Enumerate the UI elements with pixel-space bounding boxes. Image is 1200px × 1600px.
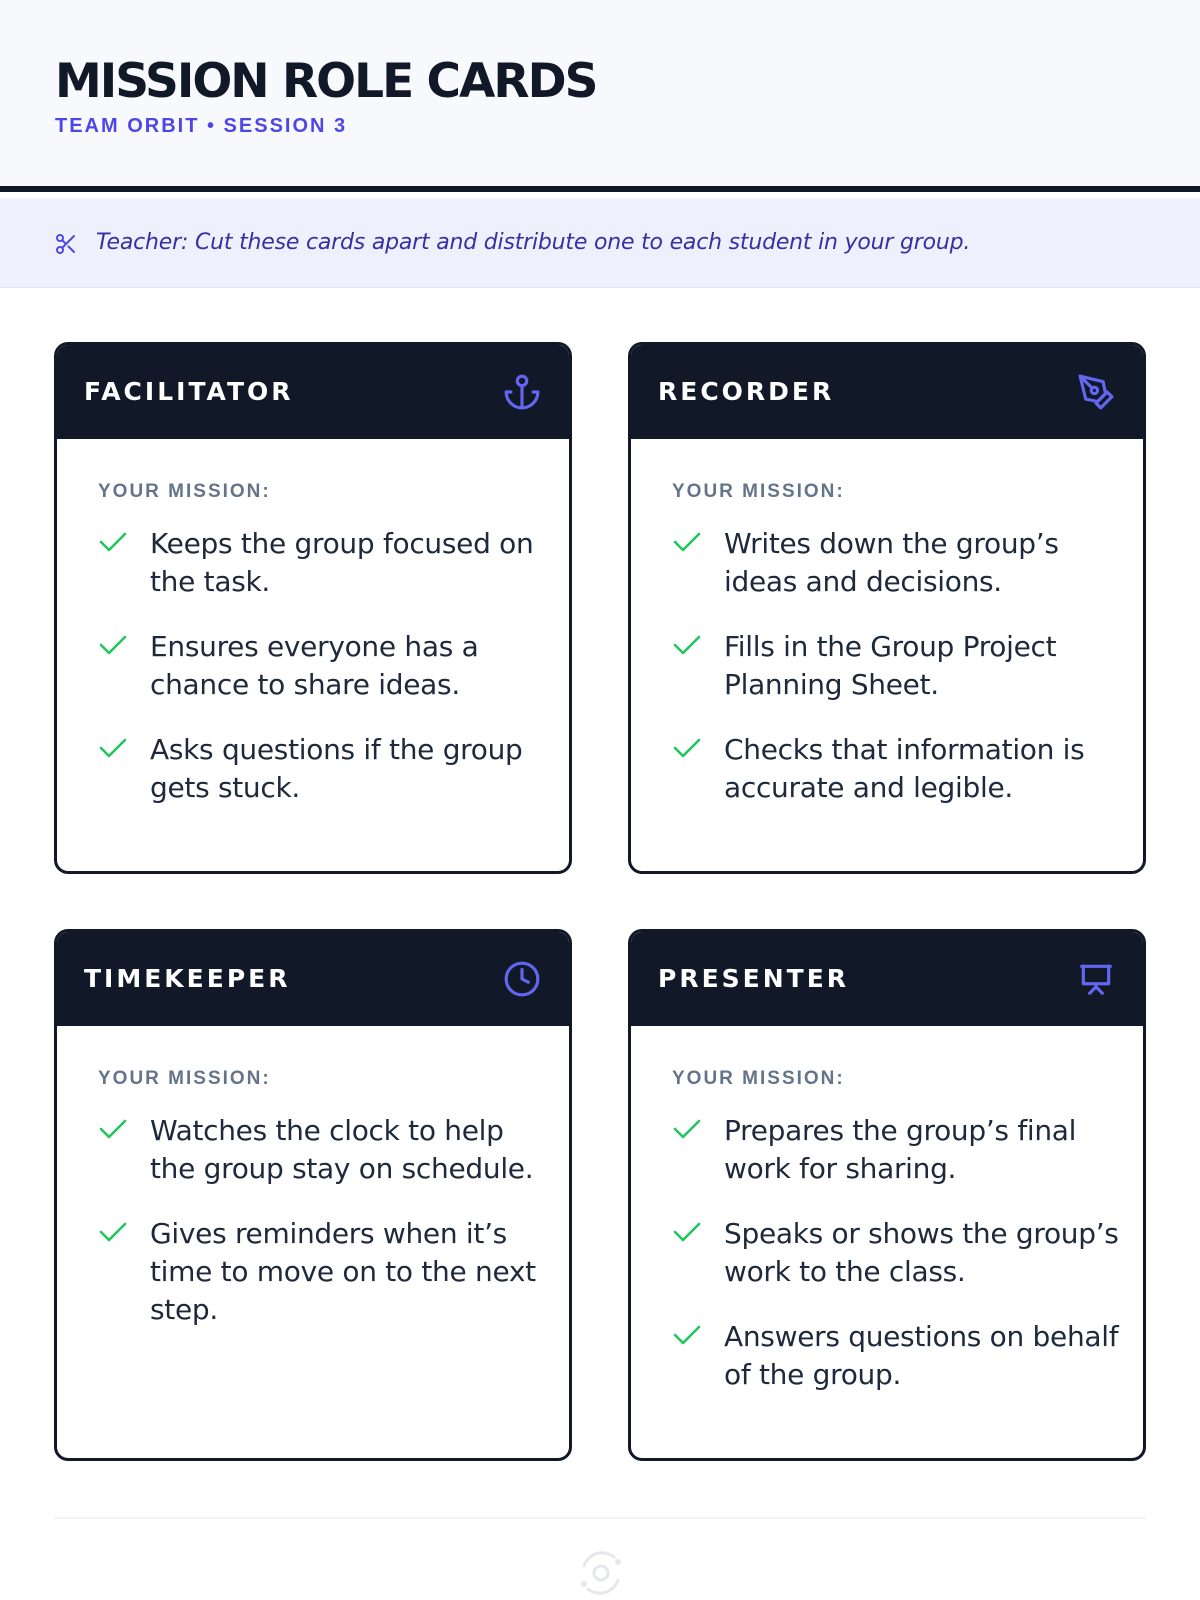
list-item: [672, 628, 1122, 704]
role-card-timekeeper: [54, 929, 572, 1461]
role-card-presenter: [628, 929, 1146, 1461]
card-header: [631, 932, 1143, 1026]
mission-list: [98, 525, 548, 834]
mission-label: YOUR MISSION:: [672, 1068, 845, 1089]
list-item: [672, 1318, 1122, 1394]
card-header: [631, 345, 1143, 439]
check-icon: [98, 735, 128, 761]
list-item: [98, 628, 548, 704]
orbit-logo-icon: [574, 1546, 628, 1600]
mission-text: Keeps the group focused on the task.: [150, 527, 534, 598]
mission-text: Ensures everyone has a chance to share ideas.: [150, 630, 479, 701]
list-item: [98, 1215, 548, 1329]
mission-label: YOUR MISSION:: [672, 481, 845, 502]
card-header: [57, 345, 569, 439]
role-card-recorder: [628, 342, 1146, 874]
check-icon: [98, 529, 128, 555]
list-item: [672, 731, 1122, 807]
check-icon: [672, 632, 702, 658]
anchor-icon: [503, 373, 541, 411]
list-item: [672, 525, 1122, 601]
list-item: [98, 731, 548, 807]
check-icon: [672, 1116, 702, 1142]
clock-icon: [503, 960, 541, 998]
teacher-instruction: Teacher: Cut these cards apart and distribute one to each student in your group.: [96, 230, 971, 255]
list-item: [98, 1112, 548, 1188]
page-subtitle: TEAM ORBIT • SESSION 3: [55, 115, 348, 137]
card-title: TIMEKEEPER: [84, 964, 291, 993]
check-icon: [672, 1322, 702, 1348]
check-icon: [98, 1219, 128, 1245]
mission-text: Writes down the group’s ideas and decisions.: [724, 527, 1059, 598]
mission-list: [672, 525, 1122, 834]
mission-text: Prepares the group’s final work for sharing.: [724, 1114, 1077, 1185]
footer-divider: [54, 1517, 1146, 1519]
check-icon: [672, 735, 702, 761]
mission-text: Asks questions if the group gets stuck.: [150, 733, 523, 804]
mission-text: Gives reminders when it’s time to move on to the next step.: [150, 1217, 536, 1326]
role-card-facilitator: [54, 342, 572, 874]
list-item: [98, 525, 548, 601]
mission-label: YOUR MISSION:: [98, 1068, 271, 1089]
card-title: RECORDER: [658, 377, 835, 406]
page-header: [0, 0, 1200, 192]
presentation-icon: [1077, 960, 1115, 998]
pen-tool-icon: [1077, 373, 1115, 411]
mission-text: Watches the clock to help the group stay on schedule.: [150, 1114, 534, 1185]
mission-text: Fills in the Group Project Planning Sheet.: [724, 630, 1057, 701]
card-title: PRESENTER: [658, 964, 850, 993]
check-icon: [672, 1219, 702, 1245]
card-title: FACILITATOR: [84, 377, 294, 406]
mission-list: [98, 1112, 548, 1356]
mission-list: [672, 1112, 1122, 1421]
check-icon: [98, 632, 128, 658]
list-item: [672, 1215, 1122, 1291]
scissors-icon: [54, 232, 78, 256]
mission-text: Answers questions on behalf of the group.: [724, 1320, 1119, 1391]
mission-text: Checks that information is accurate and legible.: [724, 733, 1085, 804]
list-item: [672, 1112, 1122, 1188]
check-icon: [672, 529, 702, 555]
mission-text: Speaks or shows the group’s work to the class.: [724, 1217, 1119, 1288]
check-icon: [98, 1116, 128, 1142]
mission-label: YOUR MISSION:: [98, 481, 271, 502]
card-header: [57, 932, 569, 1026]
page-title: MISSION ROLE CARDS: [55, 54, 597, 109]
